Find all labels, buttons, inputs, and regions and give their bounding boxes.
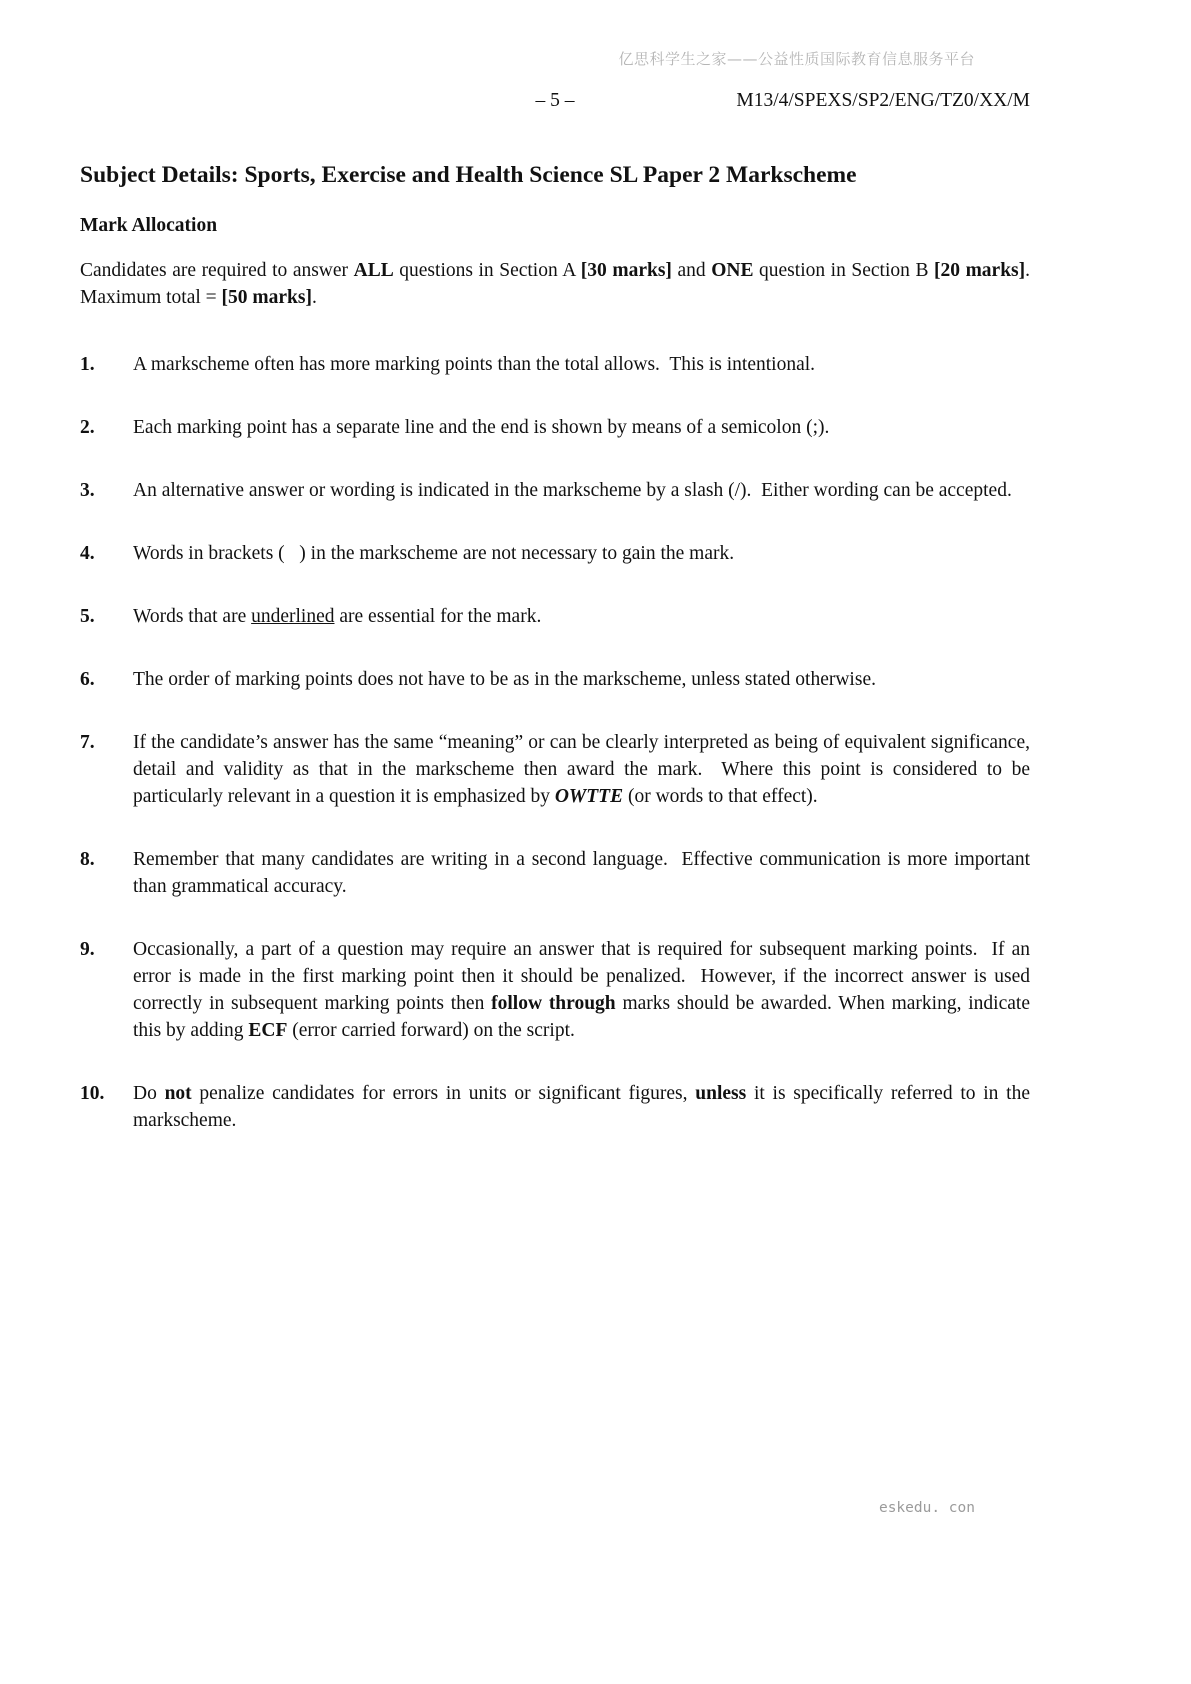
list-item [80, 729, 1035, 810]
text-segment: unless [695, 1083, 747, 1104]
text-segment: ONE [711, 260, 754, 281]
text-segment: [20 marks] [934, 260, 1026, 281]
text-segment: follow through [491, 993, 616, 1014]
item-text [133, 414, 1030, 441]
text-segment: Do [133, 1083, 165, 1104]
text-segment: are essential for the mark. [334, 606, 542, 627]
text-segment: . [311, 287, 317, 308]
list-item [80, 603, 1030, 630]
list-item [80, 1080, 1035, 1134]
item-number: 5. [80, 606, 95, 627]
text-segment: (error carried forward) on the script. [287, 1020, 575, 1041]
item-number: 2. [80, 417, 95, 438]
paper-code: M13/4/SPEXS/SP2/ENG/TZ0/XX/M [736, 90, 1030, 111]
text-segment: . Maximum total = [80, 260, 1040, 308]
section-heading: Mark Allocation [80, 215, 218, 236]
text-segment: question in Section B [753, 260, 935, 281]
item-text [133, 846, 1035, 900]
item-text [133, 477, 1030, 504]
text-segment: questions in Section A [393, 260, 581, 281]
text-segment: An alternative answer or wording is indicated in the markscheme by a slash (/). Either wording can be accepted. [133, 480, 1012, 501]
item-text [133, 1080, 1035, 1134]
text-segment: Remember that many candidates are writing in a second language. Effective communication is more important than grammatical accuracy. [133, 849, 1035, 897]
text-segment: If the candidate’s answer has the same “meaning” or can be clearly interpreted as being of equivalent significance, detail and validity as that in the markscheme then award the mark. Where this point is considered to be particularly relevant in a question it is emphasized by [133, 732, 1035, 807]
text-segment: (or words to that effect). [623, 786, 818, 807]
item-number: 3. [80, 480, 95, 501]
item-text [133, 351, 1030, 378]
list-item [80, 936, 1035, 1044]
mark-allocation-list [80, 351, 1035, 1134]
intro-paragraph [80, 257, 1040, 311]
text-segment: A markscheme often has more marking points than the total allows. This is intentional. [133, 354, 816, 375]
text-segment: marks should be awarded. When marking, indicate this by adding [133, 993, 1035, 1041]
top-watermark: 亿思科学生之家——公益性质国际教育信息服务平台 [618, 50, 975, 68]
list-item [80, 414, 1030, 441]
item-number: 4. [80, 543, 95, 564]
item-number: 1. [80, 354, 95, 375]
text-segment: Words that are [133, 606, 252, 627]
text-segment: OWTTE [554, 786, 624, 807]
list-item [80, 540, 1030, 567]
text-segment: ALL [353, 260, 394, 281]
text-segment: penalize candidates for errors in units or significant figures, [191, 1083, 696, 1104]
list-item [80, 351, 1030, 378]
document-title: Subject Details: Sports, Exercise and Health Science SL Paper 2 Markscheme [80, 162, 857, 188]
item-text [133, 666, 1030, 693]
list-item [80, 477, 1030, 504]
text-segment: it is specifically referred to in the markscheme. [133, 1083, 1035, 1131]
text-segment: and [671, 260, 712, 281]
item-text [133, 936, 1035, 1044]
list-item [80, 666, 1030, 693]
page-header [80, 90, 1030, 118]
text-segment: Occasionally, a part of a question may require an answer that is required for subsequent marking points. If an error is made in the first marking point then it should be penalized. However, if the incorrect answer is used correctly in subsequent marking points then [133, 939, 1035, 1014]
text-segment: [30 marks] [580, 260, 672, 281]
item-text [133, 540, 1030, 567]
text-segment: ECF [248, 1020, 288, 1041]
text-segment: Words in brackets ( ) in the markscheme are not necessary to gain the mark. [133, 543, 735, 564]
footer-watermark: eskedu. con [878, 1500, 975, 1516]
text-segment: The order of marking points does not have to be as in the markscheme, unless stated otherwise. [133, 669, 876, 690]
item-text [133, 729, 1035, 810]
item-number: 10. [80, 1083, 105, 1104]
item-number: 8. [80, 849, 95, 870]
text-segment: [50 marks] [221, 287, 312, 308]
text-segment: underlined [251, 606, 335, 627]
text-segment: Each marking point has a separate line and the end is shown by means of a semicolon (;). [133, 417, 830, 438]
item-number: 9. [80, 939, 95, 960]
page-number: – 5 – [535, 90, 575, 111]
item-text [133, 603, 1030, 630]
text-segment: Candidates are required to answer [80, 260, 354, 281]
text-segment: not [164, 1083, 192, 1104]
item-number: 6. [80, 669, 95, 690]
item-number: 7. [80, 732, 95, 753]
list-item [80, 846, 1035, 900]
